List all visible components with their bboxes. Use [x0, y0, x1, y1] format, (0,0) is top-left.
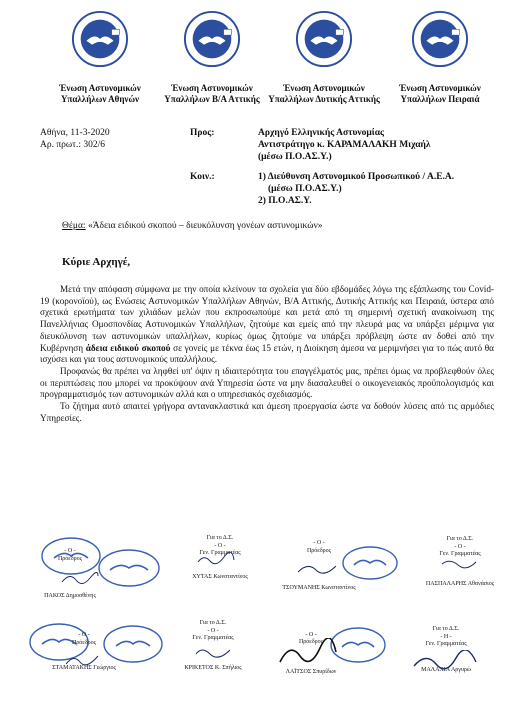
letter-date: Αθήνα, 11-3-2020: [40, 128, 110, 138]
union-logo-piraeus: [378, 10, 502, 105]
signature-article: - Ο -: [207, 627, 219, 634]
handwritten-signature-icon: [64, 652, 104, 668]
union-logo-west-attica: [262, 10, 386, 105]
subject-text: «Άδεια ειδικού σκοπού – διευκόλυνση γονέων αστυνομικών»: [85, 221, 323, 231]
union-stamp-icon: [96, 548, 162, 588]
signature-article: - Η -: [440, 633, 452, 640]
union-name-line2: Υπαλλήλων Β/Α Αττικής: [164, 94, 260, 104]
cc-label: Κοιν.:: [190, 172, 215, 182]
signature-name: ΛΑΪΤΣΟΣ Σπυρίδων: [285, 668, 337, 675]
body-emphasis: άδεια ειδικού σκοπού: [85, 342, 171, 353]
union-stamp-icon: [102, 624, 164, 664]
signature-article: - Ο -: [454, 543, 466, 550]
signature-name: ΠΑΚΟΣ Δημοσθένης: [44, 593, 96, 599]
cc-block: [258, 171, 454, 207]
signature-role: Πρόεδρος: [306, 547, 332, 554]
handwritten-signature-icon: [196, 552, 236, 566]
recipient-line: Αντιστράτηγο κ. ΚΑΡΑΜΑΛΑΚΗ Μιχαήλ: [258, 140, 431, 150]
union-seal-icon: [183, 10, 241, 68]
handwritten-signature-icon: [296, 560, 340, 576]
signature-name: ΠΑΣΠΑΛΑΡΗΣ Αθανάσιος: [425, 580, 495, 587]
union-name-line2: Υπαλλήλων Αθηνών: [60, 94, 140, 104]
body-text: Μετά την απόφαση σύμφωνα με την οποία κλείνουν τα σχολεία για δύο εβδομάδες λόγω της εξάπλωσης του Covid-19 (κορονοϊού), ως Ενώσεις Αστυνομικών Υπαλλήλων Αθηνών, Β/Α Αττικής, Δυτικής Αττικής και Πειραιά, ύστερα από σχετικά ερωτήματα των χιλιάδων μελών που εκπροσωπούμε και μετά από τη σημερινή σχετική ανακοίνωση της Πανελλήνιας Ομοσπονδίας Αστυνομικών Υπαλλήλων, ζητούμε και εμείς από την πλευρά μας να υπάρξει μέριμνα για διευκόλυνση των αστυνομικών υπαλλήλων, κυρίως όμως ζητούμε να υπάρξει πρόβλεψη ώστε αν δοθεί από την Κυβέρνηση: [40, 284, 494, 353]
signature-name: ΤΣΟΥΜΑΝΗΣ Κωνσταντίνος: [282, 585, 356, 591]
recipient-block: [258, 127, 431, 163]
signature-role: Γεν. Γραμματέας: [192, 635, 234, 641]
signature-role: Πρόεδρος: [298, 639, 324, 645]
signature-role: Γεν. Γραμματέας: [439, 551, 481, 557]
union-seal-icon: [295, 10, 353, 68]
union-stamp-icon: [340, 545, 400, 581]
union-name-line2: Υπαλλήλων Δυτικής Αττικής: [268, 94, 380, 104]
handwritten-signature-icon: [194, 644, 234, 660]
subject-label: Θέμα:: [62, 221, 86, 231]
signature-role: Γεν. Γραμματέας: [199, 550, 241, 556]
union-name-line1: Ένωση Αστυνομικών: [399, 83, 481, 93]
to-label: Προς:: [190, 128, 215, 138]
letter-body: [40, 284, 494, 424]
recipient-line: (μέσω Π.Ο.ΑΣ.Υ.): [258, 152, 332, 162]
signature-name: ΧΥΤΑΣ Κωνσταντίνος: [192, 573, 248, 580]
signature-article: - Ο -: [313, 540, 325, 546]
signature-for-board: Για το Δ.Σ.: [432, 626, 460, 632]
signature-for-board: Για το Δ.Σ.: [206, 535, 234, 541]
cc-line: (μέσω Π.Ο.ΑΣ.Υ.): [268, 184, 342, 194]
union-seal-icon: [71, 10, 129, 68]
greeting: Κύριε Αρχηγέ,: [62, 256, 131, 268]
union-name-line2: Υπαλλήλων Πειραιά: [400, 94, 480, 104]
signature-role: Πρόεδρος: [57, 555, 83, 562]
signature-name: ΣΤΑΜΑΤΑΚΗΣ Γεώργιος: [52, 665, 116, 671]
signature-article: - Ο -: [64, 548, 76, 554]
protocol-number: Αρ. πρωτ.: 302/6: [40, 140, 105, 150]
handwritten-signature-icon: [410, 650, 480, 672]
signature-article: - Ο -: [214, 542, 226, 549]
union-seal-icon: [411, 10, 469, 68]
body-text: σε γονείς με τέκνα έως 15 ετών, η Διοίκηση άμεσα να μεριμνήσει για το πώς αυτό θα ισχύσει και για τους αστυνομικούς υπαλλήλους.: [40, 342, 494, 365]
body-paragraph: [40, 284, 494, 366]
union-logo-ba-attica: [150, 10, 274, 105]
handwritten-signature-icon: [276, 638, 340, 668]
handwritten-signature-icon: [440, 556, 480, 570]
union-logo-athens: [38, 10, 162, 105]
subject-line: [62, 221, 323, 231]
handwritten-signature-icon: [60, 572, 100, 586]
signature-article: - Ο -: [305, 631, 317, 638]
signature-name: ΚΡΙΚΕΤΟΣ Κ. Σπήλιος: [184, 664, 242, 671]
union-name-line1: Ένωση Αστυνομικών: [283, 83, 365, 93]
cc-line: 1) Διεύθυνση Αστυνομικού Προσωπικού / Α.Ε.Α.: [258, 172, 455, 182]
signature-for-board: Για το Δ.Σ.: [199, 620, 227, 626]
cc-line: 2) Π.Ο.ΑΣ.Υ.: [258, 196, 312, 206]
signature-name: ΜΑΛΑΧΙΑ Αργυρώ: [421, 666, 471, 673]
signature-article: - Ο -: [78, 632, 90, 638]
signature-role: Γεν. Γραμματέας: [425, 641, 467, 647]
signature-for-board: Για το Δ.Σ.: [446, 536, 474, 542]
body-paragraph: Το ζήτημα αυτό απαιτεί γρήγορα αντανακλαστικά και άμεση προεργασία ώστε να δοθούν λύσεις από τις αρμόδιες Υπηρεσίες.: [40, 401, 494, 423]
recipient-line: Αρχηγό Ελληνικής Αστυνομίας: [258, 128, 385, 138]
signature-role: Πρόεδρος: [71, 639, 97, 646]
union-name-line1: Ένωση Αστυνομικών: [59, 83, 141, 93]
date-block: [40, 127, 110, 151]
body-paragraph: Προφανώς θα πρέπει να ληφθεί υπ' όψιν η ιδιαιτερότητα του επαγγέλματός μας, πρέπει όμως να προβλεφθούν όλες οι περιπτώσεις που μπορεί να προκύψουν ανά Υπηρεσία ώστε να μην διασαλευθεί ο οικογενειακός προϋπολογισμός και προγραμματισμός των αστυνομικών αλλά και ο υπηρεσιακός σχεδιασμός.: [40, 365, 494, 400]
union-name-line1: Ένωση Αστυνομικών: [171, 83, 253, 93]
